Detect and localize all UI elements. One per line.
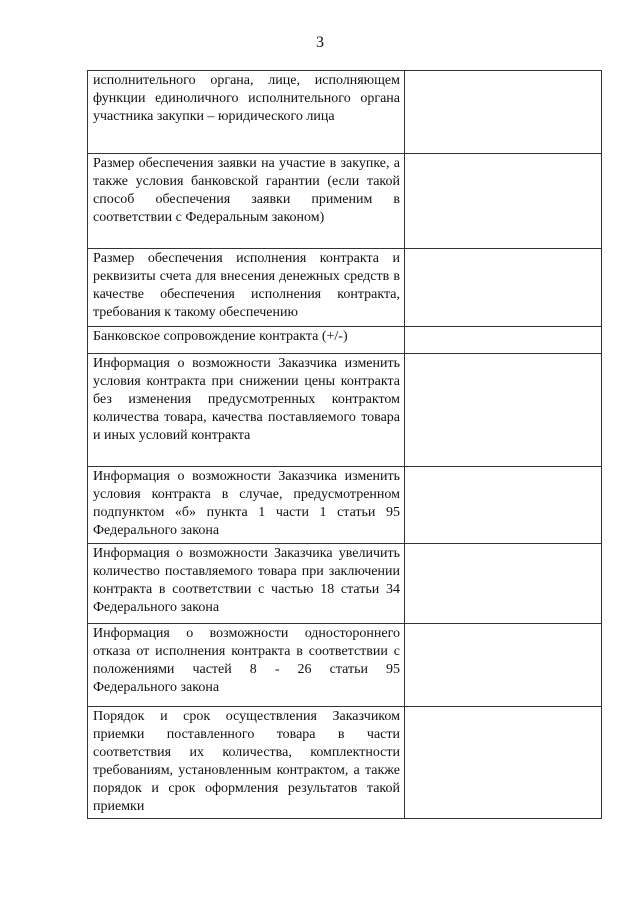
row-label: Информация о возможности Заказчика изменить условия контракта при снижении цены контракта без изменения предусмотренных контрактом количества товара, качества поставляемого товара и иных условий контракта xyxy=(88,354,405,467)
table-row xyxy=(88,624,602,707)
row-value xyxy=(405,467,602,544)
row-label: Информация о возможности одностороннего отказа от исполнения контракта в соответствии с положениями частей 8 - 26 статьи 95 Федерального закона xyxy=(88,624,405,707)
row-value xyxy=(405,249,602,327)
row-label: Размер обеспечения исполнения контракта и реквизиты счета для внесения денежных средств в качестве обеспечения исполнения контракта, требования к такому обеспечению xyxy=(88,249,405,327)
table-row xyxy=(88,154,602,249)
row-value xyxy=(405,71,602,154)
row-value xyxy=(405,624,602,707)
row-value xyxy=(405,354,602,467)
row-value xyxy=(405,544,602,624)
row-value xyxy=(405,327,602,354)
row-label: Информация о возможности Заказчика увеличить количество поставляемого товара при заключении контракта в соответствии с частью 18 статьи 34 Федерального закона xyxy=(88,544,405,624)
table-row xyxy=(88,354,602,467)
row-label: Порядок и срок осуществления Заказчиком приемки поставленного товара в части соответствия их количества, комплектности требованиям, установленным контрактом, а также порядок и срок оформления результатов такой приемки xyxy=(88,707,405,819)
row-label: Размер обеспечения заявки на участие в закупке, а также условия банковской гарантии (если такой способ обеспечения заявки применим в соответствии с Федеральным законом) xyxy=(88,154,405,249)
row-value xyxy=(405,707,602,819)
table-row xyxy=(88,249,602,327)
row-value xyxy=(405,154,602,249)
row-label: Информация о возможности Заказчика изменить условия контракта в случае, предусмотренном подпунктом «б» пункта 1 части 1 статьи 95 Федерального закона xyxy=(88,467,405,544)
table-row xyxy=(88,544,602,624)
table-row xyxy=(88,467,602,544)
row-label: Банковское сопровождение контракта (+/-) xyxy=(88,327,405,354)
table-row xyxy=(88,71,602,154)
row-label: исполнительного органа, лице, исполняющем функции единоличного исполнительного органа участника закупки – юридического лица xyxy=(88,71,405,154)
table-row xyxy=(88,327,602,354)
page-number: 3 xyxy=(316,34,324,51)
requirements-table xyxy=(87,70,602,819)
table-row xyxy=(88,707,602,819)
